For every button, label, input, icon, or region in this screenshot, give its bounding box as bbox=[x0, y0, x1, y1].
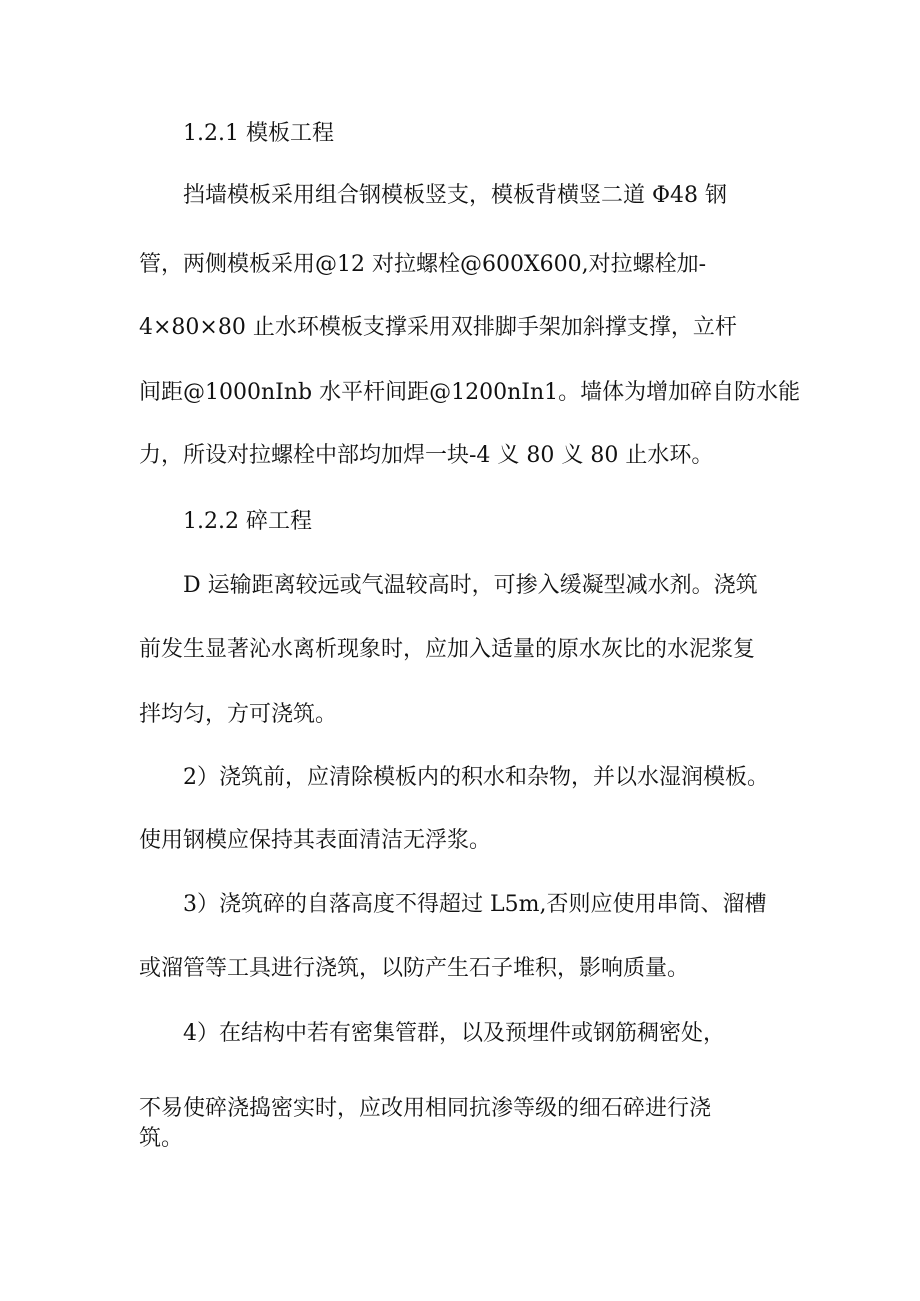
paragraph-line: 2）浇筑前，应清除模板内的积水和杂物，并以水湿润模板。 bbox=[183, 765, 769, 790]
paragraph-line: 力，所设对拉螺栓中部均加焊一块-4 义 80 义 80 止水环。 bbox=[139, 443, 714, 468]
paragraph-line: 间距@1000nInb 水平杆间距@1200nIn1。墙体为增加碎自防水能 bbox=[139, 380, 801, 405]
section-heading-1-2-1: 1.2.1 模板工程 bbox=[183, 121, 334, 146]
paragraph-line: 4）在结构中若有密集管群，以及预埋件或钢筋稠密处， bbox=[183, 1021, 725, 1046]
paragraph-line: 筑。 bbox=[139, 1126, 184, 1151]
paragraph-line: 前发生显著沁水离析现象时，应加入适量的原水灰比的水泥浆复 bbox=[139, 637, 756, 662]
paragraph-line: 管，两侧模板采用@12 对拉螺栓@600X600,对拉螺栓加- bbox=[139, 252, 707, 277]
paragraph-line: 挡墙模板采用组合钢模板竖支，模板背横竖二道 Φ48 钢 bbox=[183, 183, 728, 208]
paragraph-line: 使用钢模应保持其表面清洁无浮浆。 bbox=[139, 828, 492, 853]
paragraph-line: 拌均匀，方可浇筑。 bbox=[139, 702, 338, 727]
section-heading-1-2-2: 1.2.2 碎工程 bbox=[183, 509, 312, 534]
paragraph-line: 不易使碎浇捣密实时，应改用相同抗渗等级的细石碎进行浇 bbox=[139, 1096, 712, 1121]
paragraph-line: 3）浇筑碎的自落高度不得超过 L5m,否则应使用串筒、溜槽 bbox=[183, 892, 767, 917]
paragraph-line: 4×80×80 止水环模板支撑采用双排脚手架加斜撑支撑，立杆 bbox=[139, 315, 737, 340]
paragraph-line: 或溜管等工具进行浇筑，以防产生石子堆积，影响质量。 bbox=[139, 956, 690, 981]
paragraph-line: D 运输距离较远或气温较高时，可掺入缓凝型减水剂。浇筑 bbox=[183, 573, 758, 598]
